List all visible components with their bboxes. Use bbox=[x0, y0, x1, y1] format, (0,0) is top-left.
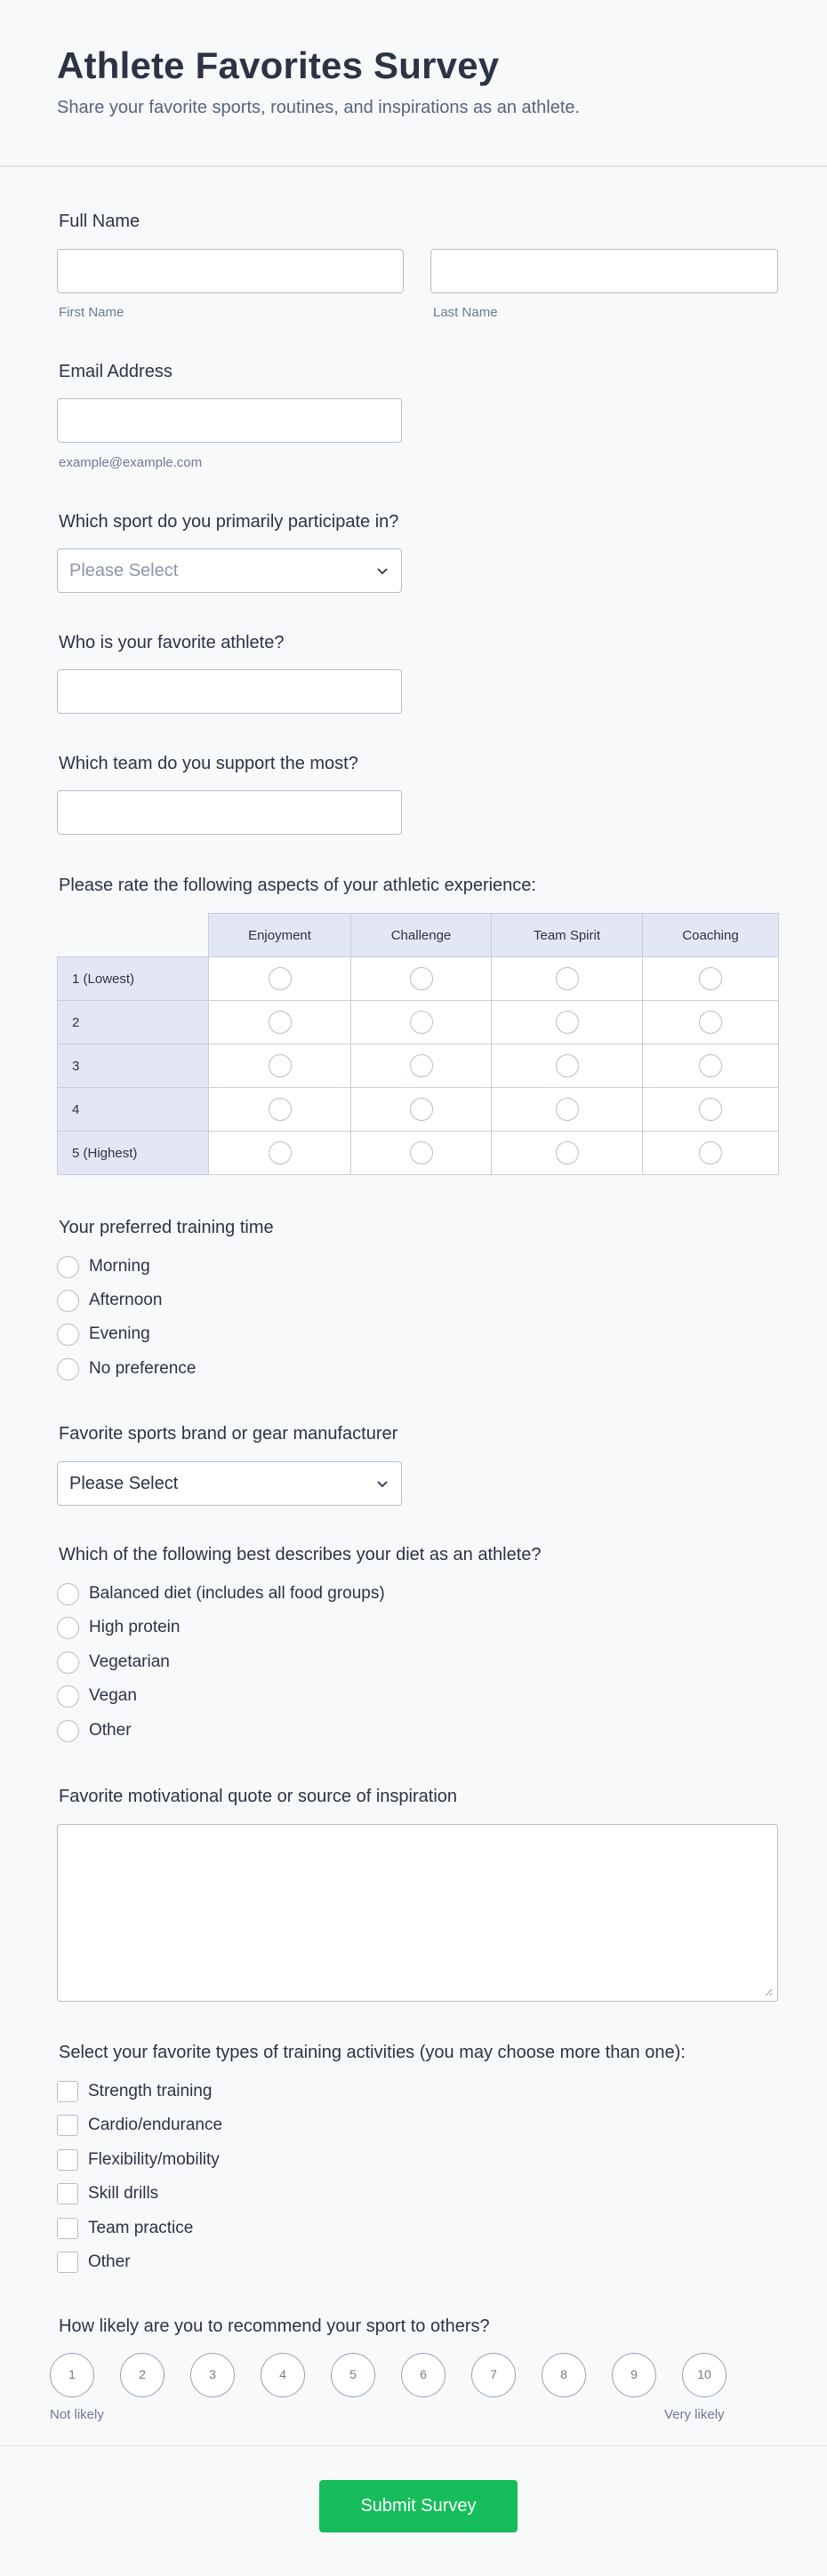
matrix-radio[interactable] bbox=[410, 1011, 433, 1034]
activity-option[interactable]: Other bbox=[57, 2251, 131, 2274]
matrix-radio[interactable] bbox=[410, 1054, 433, 1077]
chevron-down-icon bbox=[374, 563, 390, 579]
radio-button[interactable] bbox=[57, 1256, 79, 1278]
matrix-radio[interactable] bbox=[410, 967, 433, 990]
activities-label: Select your favorite types of training activities (you may choose more than one): bbox=[59, 2043, 686, 2062]
radio-button[interactable] bbox=[57, 1720, 79, 1742]
chevron-down-icon bbox=[374, 1476, 390, 1492]
matrix-col-header: Challenge bbox=[351, 914, 492, 957]
training-time-option[interactable]: Evening bbox=[57, 1323, 150, 1346]
radio-button[interactable] bbox=[57, 1290, 79, 1312]
scale-option[interactable]: 10 bbox=[682, 2353, 727, 2397]
submit-button[interactable]: Submit Survey bbox=[319, 2480, 518, 2532]
matrix-radio[interactable] bbox=[269, 967, 292, 990]
rating-label: Please rate the following aspects of your athletic experience: bbox=[59, 876, 536, 895]
first-name-input[interactable] bbox=[57, 249, 404, 293]
checkbox[interactable] bbox=[57, 2252, 78, 2273]
brand-label: Favorite sports brand or gear manufacturer bbox=[59, 1424, 398, 1444]
scale-min-label: Not likely bbox=[50, 2407, 104, 2422]
diet-option[interactable]: Vegetarian bbox=[57, 1651, 170, 1674]
last-name-sublabel: Last Name bbox=[433, 305, 498, 320]
matrix-radio[interactable] bbox=[699, 1011, 722, 1034]
checkbox[interactable] bbox=[57, 2115, 78, 2136]
page-subtitle: Share your favorite sports, routines, and inspirations as an athlete. bbox=[57, 98, 581, 117]
matrix-row-header: 2 bbox=[58, 1001, 209, 1044]
quote-textarea[interactable] bbox=[57, 1824, 778, 2002]
rating-matrix bbox=[57, 913, 779, 1175]
checkbox[interactable] bbox=[57, 2218, 78, 2239]
sport-label: Which sport do you primarily participate in? bbox=[59, 512, 399, 532]
last-name-input[interactable] bbox=[430, 249, 778, 293]
activity-option[interactable]: Skill drills bbox=[57, 2182, 158, 2205]
form-header bbox=[0, 0, 827, 167]
recommend-label: How likely are you to recommend your sport to others? bbox=[59, 2316, 490, 2336]
activity-option[interactable]: Strength training bbox=[57, 2080, 212, 2103]
matrix-radio[interactable] bbox=[699, 1054, 722, 1077]
matrix-radio[interactable] bbox=[556, 1054, 579, 1077]
diet-option[interactable]: Balanced diet (includes all food groups) bbox=[57, 1582, 385, 1605]
team-label: Which team do you support the most? bbox=[59, 754, 358, 773]
scale-option[interactable]: 3 bbox=[190, 2353, 235, 2397]
activity-option[interactable]: Cardio/endurance bbox=[57, 2114, 222, 2137]
activity-option[interactable]: Flexibility/mobility bbox=[57, 2148, 220, 2172]
matrix-col-header: Team Spirit bbox=[492, 914, 643, 957]
matrix-radio[interactable] bbox=[269, 1141, 292, 1164]
radio-button[interactable] bbox=[57, 1652, 79, 1674]
radio-button[interactable] bbox=[57, 1324, 79, 1346]
matrix-row-header: 4 bbox=[58, 1088, 209, 1132]
scale-option[interactable]: 4 bbox=[261, 2353, 305, 2397]
training-time-option[interactable]: Afternoon bbox=[57, 1289, 162, 1312]
scale-option[interactable]: 7 bbox=[471, 2353, 516, 2397]
brand-select[interactable] bbox=[57, 1461, 402, 1506]
matrix-radio[interactable] bbox=[269, 1098, 292, 1121]
footer-divider bbox=[0, 2445, 827, 2446]
sport-select[interactable] bbox=[57, 548, 402, 593]
email-input[interactable] bbox=[57, 398, 402, 443]
matrix-radio[interactable] bbox=[556, 1098, 579, 1121]
matrix-radio[interactable] bbox=[556, 967, 579, 990]
checkbox[interactable] bbox=[57, 2183, 78, 2204]
scale-option[interactable]: 5 bbox=[331, 2353, 375, 2397]
scale-option[interactable]: 9 bbox=[612, 2353, 656, 2397]
radio-button[interactable] bbox=[57, 1617, 79, 1639]
athlete-input[interactable] bbox=[57, 669, 402, 714]
email-sublabel: example@example.com bbox=[59, 455, 203, 470]
matrix-row-header: 5 (Highest) bbox=[58, 1132, 209, 1175]
first-name-sublabel: First Name bbox=[59, 305, 124, 320]
matrix-corner bbox=[58, 914, 209, 957]
checkbox[interactable] bbox=[57, 2081, 78, 2102]
diet-label: Which of the following best describes your diet as an athlete? bbox=[59, 1545, 542, 1564]
matrix-radio[interactable] bbox=[556, 1141, 579, 1164]
brand-select-value: Please Select bbox=[69, 1474, 179, 1493]
matrix-radio[interactable] bbox=[269, 1054, 292, 1077]
training-time-option[interactable]: No preference bbox=[57, 1357, 196, 1380]
matrix-radio[interactable] bbox=[699, 1141, 722, 1164]
athlete-label: Who is your favorite athlete? bbox=[59, 633, 285, 652]
matrix-row-header: 1 (Lowest) bbox=[58, 957, 209, 1001]
matrix-col-header: Coaching bbox=[643, 914, 779, 957]
radio-button[interactable] bbox=[57, 1583, 79, 1605]
team-input[interactable] bbox=[57, 790, 402, 835]
resize-grip-icon[interactable] bbox=[763, 1987, 773, 1996]
diet-option[interactable]: High protein bbox=[57, 1616, 180, 1639]
matrix-radio[interactable] bbox=[269, 1011, 292, 1034]
matrix-radio[interactable] bbox=[556, 1011, 579, 1034]
matrix-radio[interactable] bbox=[699, 1098, 722, 1121]
activity-option[interactable]: Team practice bbox=[57, 2217, 193, 2240]
quote-label: Favorite motivational quote or source of inspiration bbox=[59, 1787, 458, 1806]
training-time-option[interactable]: Morning bbox=[57, 1255, 150, 1278]
matrix-radio[interactable] bbox=[699, 967, 722, 990]
scale-option[interactable]: 6 bbox=[401, 2353, 446, 2397]
matrix-radio[interactable] bbox=[410, 1141, 433, 1164]
scale-option[interactable]: 8 bbox=[542, 2353, 586, 2397]
matrix-row-header: 3 bbox=[58, 1044, 209, 1088]
diet-option[interactable]: Other bbox=[57, 1719, 132, 1742]
scale-max-label: Very likely bbox=[664, 2407, 725, 2422]
full-name-label: Full Name bbox=[59, 212, 141, 231]
checkbox[interactable] bbox=[57, 2149, 78, 2171]
matrix-radio[interactable] bbox=[410, 1098, 433, 1121]
email-label: Email Address bbox=[59, 362, 173, 381]
page-title: Athlete Favorites Survey bbox=[57, 44, 500, 86]
scale-option[interactable]: 1 bbox=[50, 2353, 94, 2397]
diet-option[interactable]: Vegan bbox=[57, 1684, 137, 1708]
scale-option[interactable]: 2 bbox=[120, 2353, 165, 2397]
radio-button[interactable] bbox=[57, 1358, 79, 1380]
sport-select-value: Please Select bbox=[69, 561, 179, 580]
matrix-col-header: Enjoyment bbox=[209, 914, 351, 957]
training-time-label: Your preferred training time bbox=[59, 1218, 274, 1237]
radio-button[interactable] bbox=[57, 1685, 79, 1708]
